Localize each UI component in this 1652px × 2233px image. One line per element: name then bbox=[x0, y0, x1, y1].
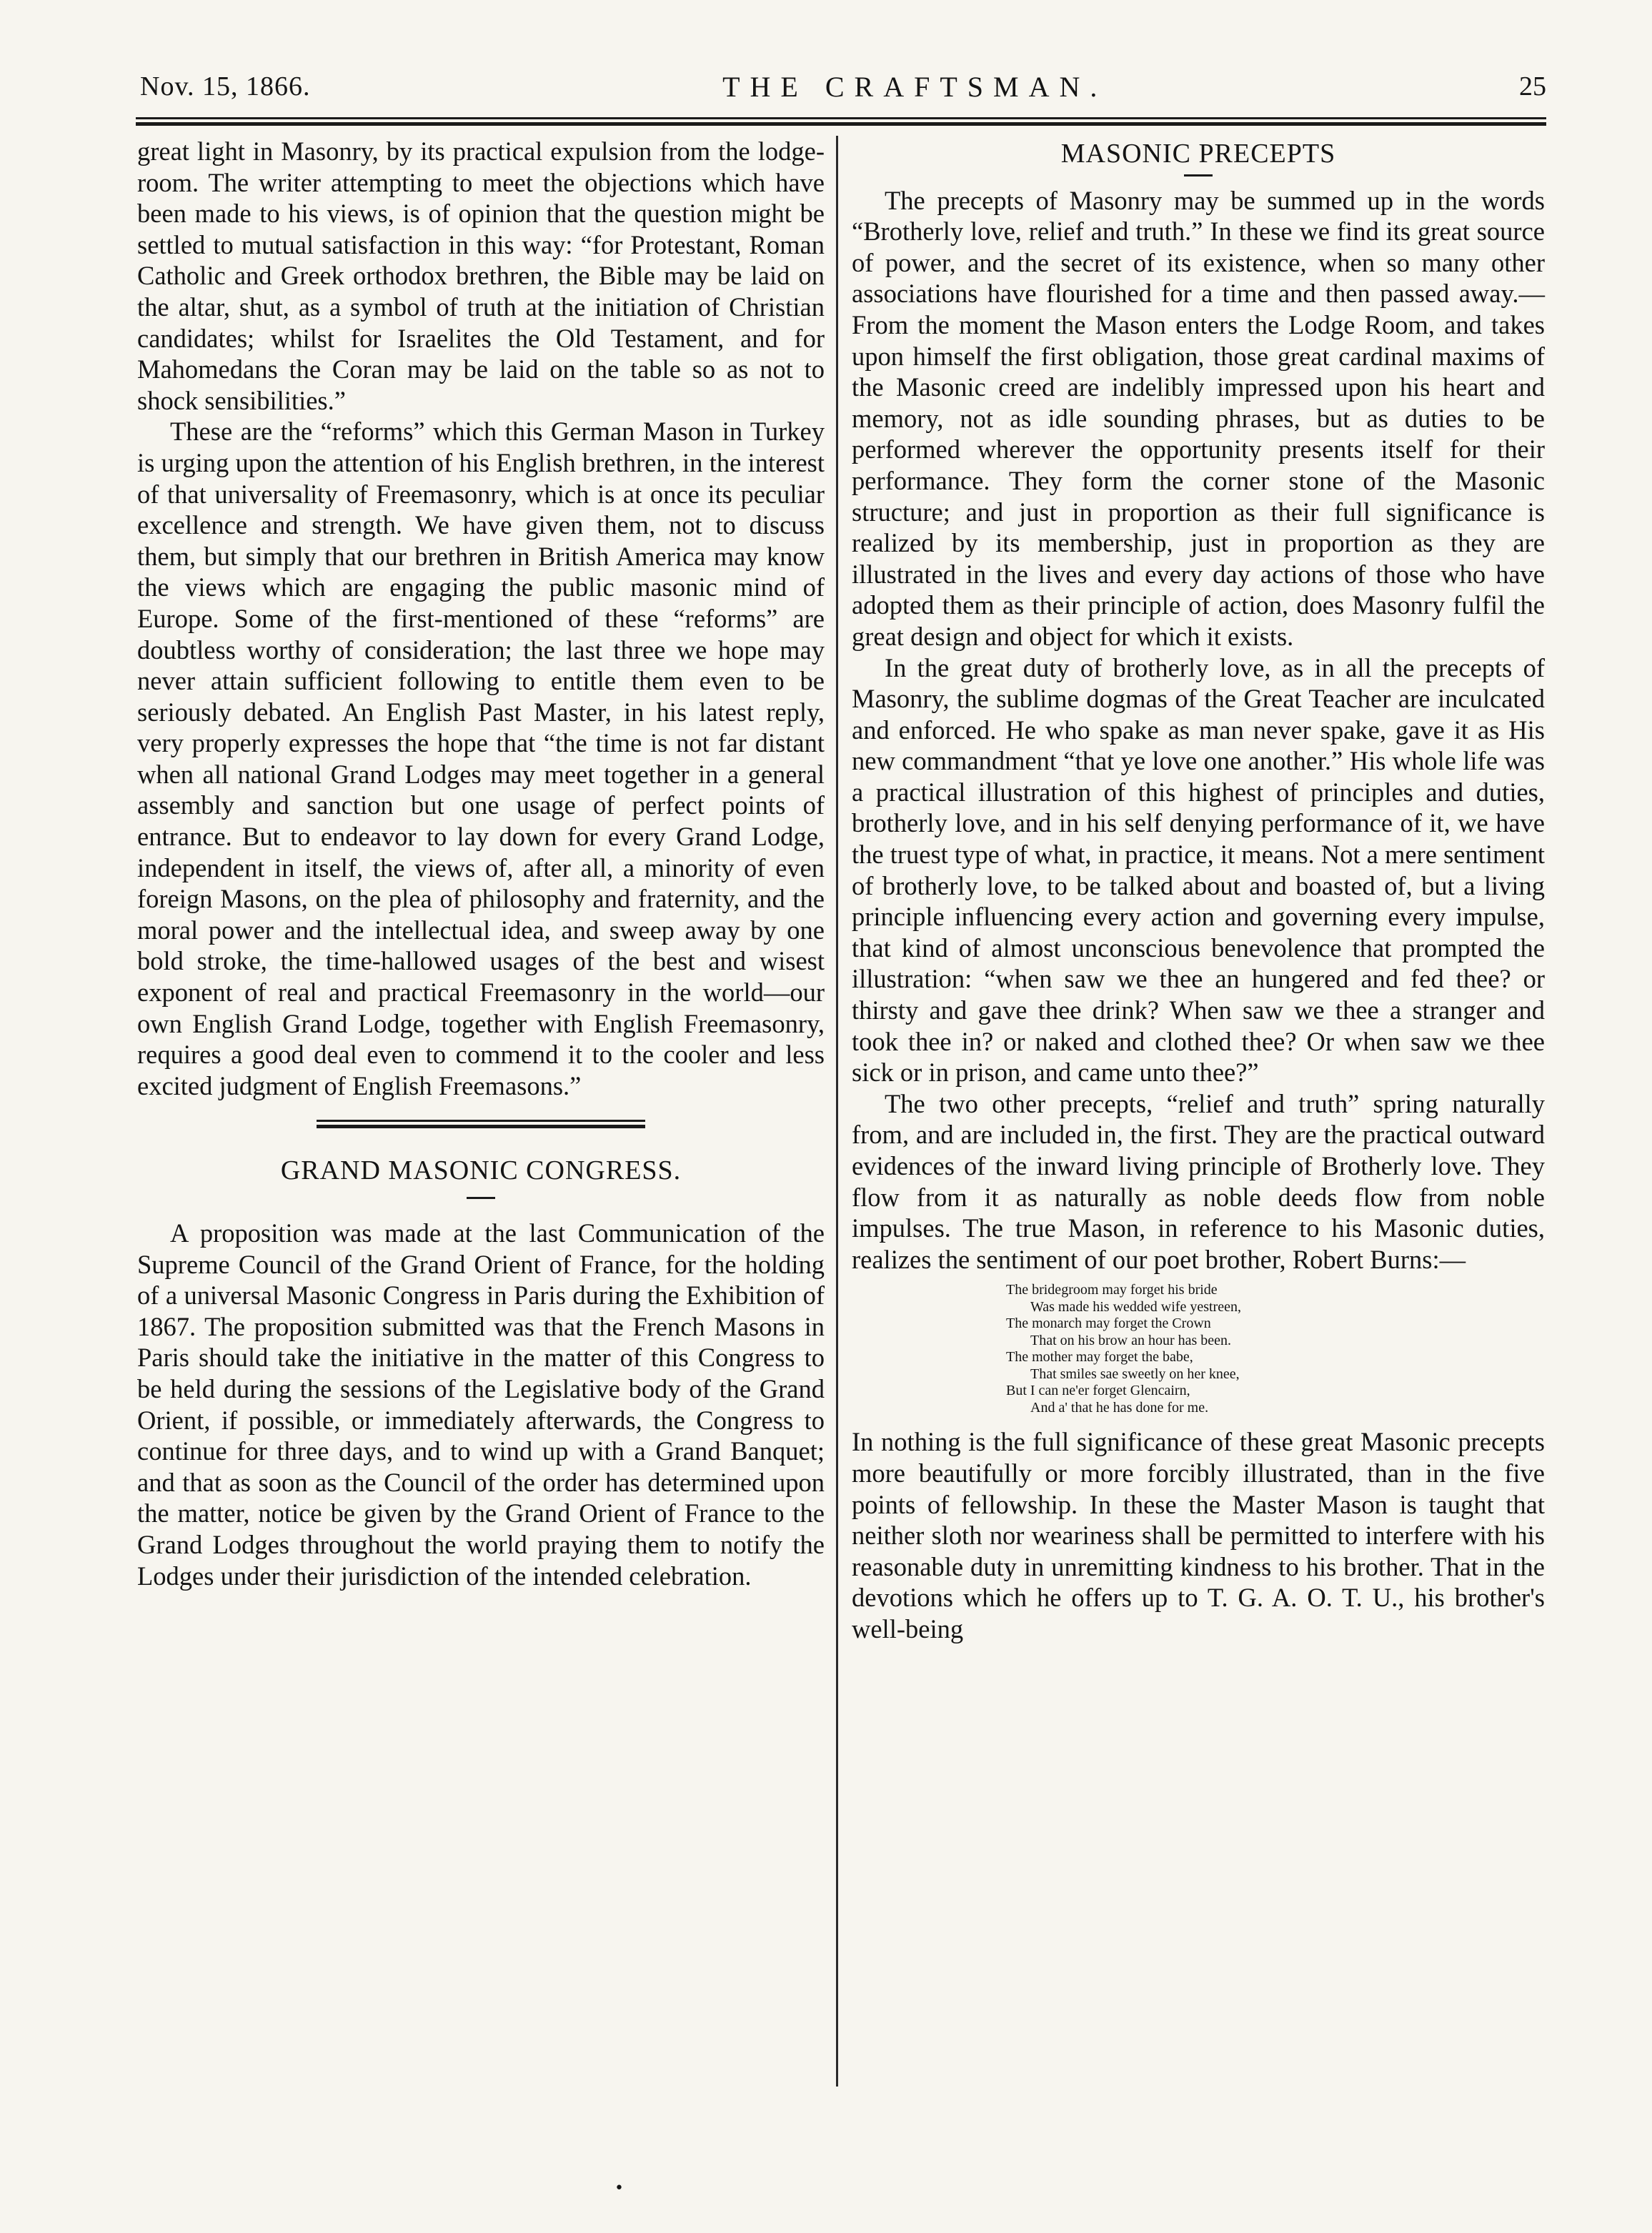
heading-dash bbox=[467, 1197, 495, 1199]
article-paragraph: These are the “reforms” which this German Mason in Turkey is urging upon the attention of his English brethren, in the interest of that universality of Freemasonry, which is at once its peculiar excellence and strength. We have given them, not to discuss them, but simply that our brethren in British America may know the views which are engaging the public masonic mind of Europe. Some of the first-mentioned of these “reforms” are doubtless worthy of consideration; the last three we hope may never attain sufficient following to entitle them even to be seriously debated. An English Past Master, in his latest reply, very properly expresses the hope that “the time is not far distant when all national Grand Lodges may meet together in a general assembly and sanction but one usage of perfect points of entrance. But to endeavor to lay down for every Grand Lodge, independent in itself, the views of, after all, a minority of even foreign Masons, on the plea of philosophy and fraternity, and the moral power and the intellectual idea, and sweep away by one bold stroke, the time-hallowed usages of the best and wisest exponent of real and practical Freemasonry in the world—our own English Grand Lodge, together with English Freemasonry, requires a good deal even to commend it to the cooler and less excited judgment of English Freemasons.” bbox=[137, 417, 825, 1100]
left-column bbox=[137, 136, 825, 2204]
article-paragraph: The precepts of Masonry may be summed up in the words “Brotherly love, relief and truth.” In these we find its great source of power, and the secret of its existence, when so many other associations have flourished for a time and then passed away.— From the moment the Mason enters the Lodge Room, and takes upon himself the first obligation, those great cardinal maxims of the Masonic creed are indelibly impressed upon his heart and memory, not as idle sounding phrases, but as duties to be performed wherever the opportunity presents itself for their performance. They form the corner stone of the Masonic structure; and just in proportion as their full significance is realized by its membership, just in proportion as they are illustrated in the lives and every day actions of those who have adopted them as their principle of action, does Masonry fulfil the great design and object for which it exists. bbox=[852, 185, 1545, 651]
right-column bbox=[852, 136, 1545, 2204]
verse-line: The mother may forget the babe, bbox=[1006, 1349, 1193, 1366]
verse-line: The monarch may forget the Crown bbox=[1006, 1316, 1211, 1332]
verse-line: That on his brow an hour has been. bbox=[1030, 1332, 1232, 1348]
header-rule bbox=[136, 117, 1546, 127]
article-paragraph: In nothing is the full significance of these great Masonic precepts more beautifully or more forcibly illustrated, than in the five points of fellowship. In these the Master Mason is taught that neither sloth nor weariness shall be permitted to interfere with his reasonable duty in unremitting kindness to his brother. That in the devotions which he offers up to T. G. A. O. T. U., his brother's well-being bbox=[852, 1427, 1545, 1643]
page-number: 25 bbox=[1519, 71, 1546, 101]
verse-line: That smiles sae sweetly on her knee, bbox=[1030, 1366, 1240, 1382]
article-continuation-paragraph: great light in Masonry, by its practical expulsion from the lodge-room. The writer attempting to meet the objections which have been made to his views, is of opinion that the question might be settled to mutual satisfaction in this way: “for Protestant, Roman Catholic and Greek orthodox brethren, the Bible may be laid on the altar, shut, as a symbol of truth at the initiation of Christian candidates; whilst for Israelites the Old Testament, and for Mahomedans the Coran may be laid on the table so as not to shock sensibilities.” bbox=[137, 136, 825, 415]
article-paragraph: In the great duty of brotherly love, as in all the precepts of Masonry, the sublime dogmas of the Great Teacher are inculcated and enforced. He who spake as man never spake, gave it as His new commandment “that ye love one another.” His whole life was a practical illustration of this highest of principles and duties, brotherly love, and in his self denying performance of it, we have the truest type of what, in practice, it means. Not a mere sentiment of brotherly love, to be talked about and boasted of, but a living principle influencing every action and governing every impulse, that kind of almost unconscious benevolence that prompted the illustration: “when saw we thee an hungered and fed thee? or thirsty and gave thee drink? When saw we thee a stranger and took thee in? or naked and clothed thee? Or when saw we thee sick or in prison, and came unto thee?” bbox=[852, 652, 1545, 1088]
article-paragraph: The two other precepts, “relief and truth” spring naturally from, and are included in, the first. They are the practical outward evidences of the inward living principle of Brotherly love. They flow from it as naturally as noble deeds flow from noble impulses. The true Mason, in reference to his Masonic duties, realizes the sentiment of our poet brother, Robert Burns:— bbox=[852, 1088, 1545, 1274]
page-header bbox=[140, 61, 1546, 111]
article-paragraph: A proposition was made at the last Communication of the Supreme Council of the Grand Orient of France, for the holding of a universal Masonic Congress in Paris during the Exhibition of 1867. The proposition submitted was that the French Masons in Paris should take the initiative in the matter of this Congress to be held during the sessions of the Legislative body of the Grand Orient, if possible, or immediately afterwards, the Congress to continue for three days, and to wind up with a Grand Banquet; and that as soon as the Council of the order has determined upon the matter, notice be given by the Grand Orient of France to the Grand Lodges throughout the world praying them to notify the Lodges under their jurisdiction of the intended celebration. bbox=[137, 1218, 825, 1591]
verse-line: The bridegroom may forget his bride bbox=[1006, 1282, 1218, 1298]
poem-quotation bbox=[1006, 1282, 1545, 1416]
verse-line: Was made his wedded wife yestreen, bbox=[1030, 1298, 1241, 1315]
heading-dash bbox=[1184, 174, 1213, 176]
section-heading-masonic-precepts: MASONIC PRECEPTS bbox=[1060, 139, 1336, 169]
verse-line: But I can ne'er forget Glencairn, bbox=[1006, 1383, 1190, 1399]
section-heading-grand-masonic-congress: GRAND MASONIC CONGRESS. bbox=[280, 1155, 682, 1186]
verse-line: And a' that he has done for me. bbox=[1030, 1399, 1209, 1416]
section-separator-rule bbox=[317, 1120, 645, 1130]
publication-title: THE CRAFTSMAN. bbox=[722, 70, 1108, 103]
column-divider bbox=[836, 136, 838, 2087]
page-footer-mark: • bbox=[614, 2179, 624, 2197]
issue-date: Nov. 15, 1866. bbox=[140, 71, 311, 101]
